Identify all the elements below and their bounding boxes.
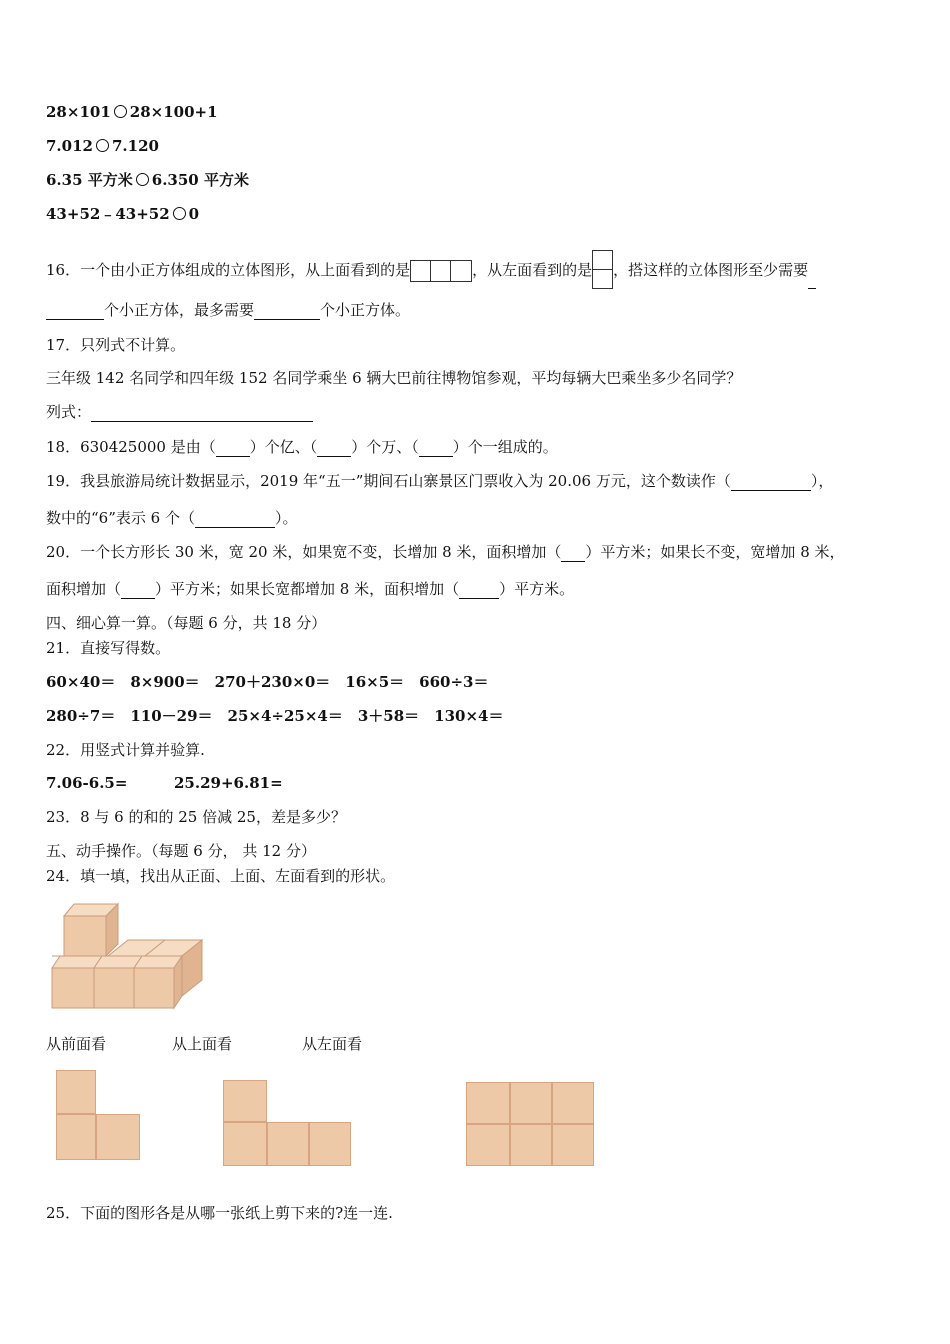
- compare-circle[interactable]: [136, 173, 149, 186]
- cube-stack-figure: [48, 898, 208, 1016]
- question-20: 20．一个长方形长 30 米，宽 20 米，如果宽不变，长增加 8 米，面积增加（ ）平方米；如果长不变，宽增加 8 米，: [46, 543, 845, 561]
- question-20-line2: 面积增加（ ）平方米；如果长宽都增加 8 米，面积增加（ ）平方米。: [46, 580, 575, 598]
- answer-blank[interactable]: [195, 513, 275, 528]
- compare-line-3: 6.35 平方米 6.350 平方米: [46, 171, 249, 189]
- shape-square: [466, 1082, 510, 1124]
- view-label-front: 从前面看: [46, 1035, 107, 1053]
- top-view-grid-icon: [410, 260, 472, 282]
- shape-square: [552, 1124, 594, 1166]
- shape-square: [223, 1122, 267, 1166]
- question-23: 23．8 与 6 的和的 25 倍减 25，差是多少？: [46, 808, 346, 826]
- compare-circle[interactable]: [173, 207, 186, 220]
- question-25: 25．下面的图形各是从哪一张纸上剪下来的?连一连.: [46, 1204, 393, 1222]
- section-5-heading: 五、动手操作。（每题 6 分， 共 12 分）: [46, 842, 316, 860]
- question-21-title: 21．直接写得数。: [46, 639, 171, 657]
- answer-blank[interactable]: [121, 584, 155, 599]
- compare-line-4: 43+52﹣43+52 0: [46, 205, 200, 223]
- question-24-title: 24．填一填，找出从正面、上面、左面看到的形状。: [46, 867, 396, 885]
- formula-blank[interactable]: [91, 407, 313, 422]
- question-22-expr2: 25.29+6.81=: [174, 774, 283, 792]
- shape-square: [552, 1082, 594, 1124]
- section-4-heading: 四、细心算一算。（每题 6 分，共 18 分）: [46, 614, 327, 632]
- question-19-line2: 数中的“6”表示 6 个（ ）。: [46, 509, 298, 527]
- compare-circle[interactable]: [96, 139, 109, 152]
- view-label-top: 从上面看: [172, 1035, 233, 1053]
- question-22-expr1: 7.06-6.5=: [46, 774, 128, 792]
- question-21-row1: 60×40＝ 8×900＝ 270＋230×0＝ 16×5＝ 660÷3＝: [46, 673, 489, 691]
- question-18: 18．630425000 是由（ ）个亿、（ ）个万、（ ）个一组成的。: [46, 438, 558, 456]
- compare-line-2: 7.012 7.120: [46, 137, 159, 155]
- shape-square: [96, 1114, 140, 1160]
- shape-square: [56, 1070, 96, 1114]
- question-17-title: 17．只列式不计算。: [46, 336, 186, 354]
- answer-blank[interactable]: [216, 442, 250, 457]
- view-shape-3[interactable]: [466, 1082, 594, 1166]
- answer-blank[interactable]: [459, 584, 499, 599]
- compare-line-1: 28×101 28×100+1: [46, 103, 218, 121]
- answer-blank[interactable]: [317, 442, 351, 457]
- answer-blank[interactable]: [46, 305, 104, 320]
- shape-square: [510, 1082, 552, 1124]
- question-19: 19．我县旅游局统计数据显示，2019 年“五一”期间石山寨景区门票收入为 20.06 万元，这个数读作（ ），: [46, 472, 834, 490]
- question-17-body: 三年级 142 名同学和四年级 152 名同学乘坐 6 辆大巴前往博物馆参观，平均每辆大巴乘坐多少名同学？: [46, 369, 742, 387]
- left-view-grid-icon: [592, 250, 613, 289]
- shape-square: [267, 1122, 309, 1166]
- answer-blank[interactable]: [254, 305, 320, 320]
- answer-blank[interactable]: [561, 547, 585, 562]
- compare-circle[interactable]: [114, 105, 127, 118]
- shape-square: [510, 1124, 552, 1166]
- question-21-row2: 280÷7＝ 110－29＝ 25×4÷25×4＝ 3＋58＝ 130×4＝: [46, 707, 504, 725]
- shape-square: [56, 1114, 96, 1160]
- question-16: 16．一个由小正方体组成的立体图形，从上面看到的是 ，从左面看到的是 ，搭这样的立体图形至少需要: [46, 250, 816, 289]
- answer-blank[interactable]: [419, 442, 453, 457]
- answer-blank[interactable]: [808, 274, 816, 289]
- view-label-left: 从左面看: [302, 1035, 363, 1053]
- view-shape-1[interactable]: [56, 1070, 140, 1162]
- question-22-title: 22．用竖式计算并验算.: [46, 741, 205, 759]
- question-17-formula: 列式：: [46, 402, 313, 422]
- question-16-line2: 个小正方体，最多需要 个小正方体。: [46, 300, 410, 320]
- answer-blank[interactable]: [731, 476, 811, 491]
- shape-square: [223, 1080, 267, 1122]
- shape-square: [309, 1122, 351, 1166]
- shape-square: [466, 1124, 510, 1166]
- view-shape-2[interactable]: [223, 1080, 351, 1166]
